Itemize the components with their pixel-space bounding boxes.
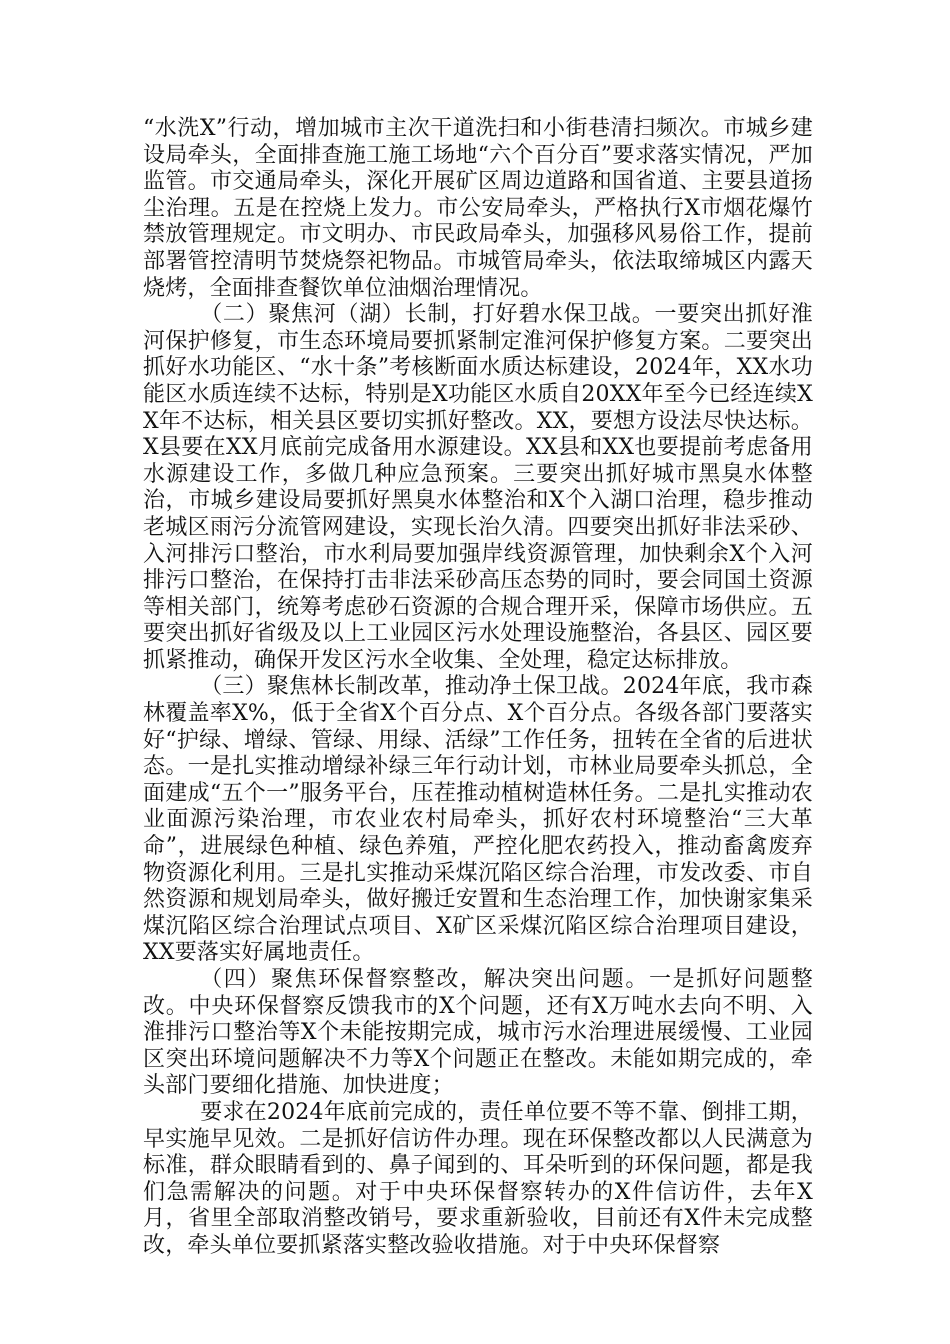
paragraph-inspection-rectification: （四）聚焦环保督察整改，解决突出问题。一是抓好问题整改。中央环保督察反馈我市的X个问题，还有X万吨水去向不明、入淮排污口整治等X个未能按期完成，城市污水治理进展缓慢、工业园区突出环境问题解决不力等X个问题正在整改。未能如期完成的，牵头部门要细化措施、加快进度；	[143, 967, 813, 1099]
paragraph-air-control: “水洗X”行动，增加城市主次干道洗扫和小街巷清扫频次。市城乡建设局牵头，全面排查施工施工场地“六个百分百”要求落实情况，严加监管。市交通局牵头，深化开展矿区周边道路和国省道、主要县道扬尘治理。五是在控烧上发力。市公安局牵头，严格执行X市烟花爆竹禁放管理规定。市文明办、市民政局牵头，加强移风易俗工作，提前部署管控清明节焚烧祭祀物品。市城管局牵头，依法取缔城区内露天烧烤，全面排查餐饮单位油烟治理情况。	[143, 116, 813, 301]
document-page	[143, 116, 813, 1260]
paragraph-forest-chief: （三）聚焦林长制改革，推动净土保卫战。2024年底，我市森林覆盖率X%，低于全省X个百分点、X个百分点。各级各部门要落实好“护绿、增绿、管绿、用绿、活绿”工作任务，扭转在全省的后进状态。一是扎实推动增绿补绿三年行动计划，市林业局要牵头抓总，全面建成“五个一”服务平台，压茬推动植树造林任务。二是扎实推动农业面源污染治理，市农业农村局牵头，抓好农村环境整治“三大革命”，进展绿色种植、绿色养殖，严控化肥农药投入，推动畜禽废弃物资源化利用。三是扎实推动采煤沉陷区综合治理，市发改委、市自然资源和规划局牵头，做好搬迁安置和生态治理工作，加快谢家集采煤沉陷区综合治理试点项目、X矿区采煤沉陷区综合治理项目建设，XX要落实好属地责任。	[143, 674, 813, 966]
paragraph-deadline-requirements: 要求在2024年底前完成的，责任单位要不等不靠、倒排工期，早实施早见效。二是抓好信访件办理。现在环保整改都以人民满意为标准，群众眼睛看到的、鼻子闻到的、耳朵听到的环保问题，都是我们急需解决的问题。对于中央环保督察转办的X件信访件，去年X月，省里全部取消整改销号，要求重新验收，目前还有X件未完成整改，牵头单位要抓紧落实整改验收措施。对于中央环保督察	[143, 1099, 813, 1258]
paragraph-river-chief: （二）聚焦河（湖）长制，打好碧水保卫战。一要突出抓好淮河保护修复，市生态环境局要抓紧制定淮河保护修复方案。二要突出抓好水功能区、“水十条”考核断面水质达标建设，2024年，XX水功能区水质连续不达标，特别是X功能区水质自20XX年至今已经连续XX年不达标，相关县区要切实抓好整改。XX，要想方设法尽快达标。X县要在XX月底前完成备用水源建设。XX县和XX也要提前考虑备用水源建设工作，多做几种应急预案。三要突出抓好城市黑臭水体整治，市城乡建设局要抓好黑臭水体整治和X个入湖口治理，稳步推动老城区雨污分流管网建设，实现长治久清。四要突出抓好非法采砂、入河排污口整治，市水利局要加强岸线资源管理，加快剩余X个入河排污口整治，在保持打击非法采砂高压态势的同时，要会同国土资源等相关部门，统筹考虑砂石资源的合规合理开采，保障市场供应。五要突出抓好省级及以上工业园区污水处理设施整治，各县区、园区要抓紧推动，确保开发区污水全收集、全处理，稳定达标排放。	[143, 302, 813, 673]
